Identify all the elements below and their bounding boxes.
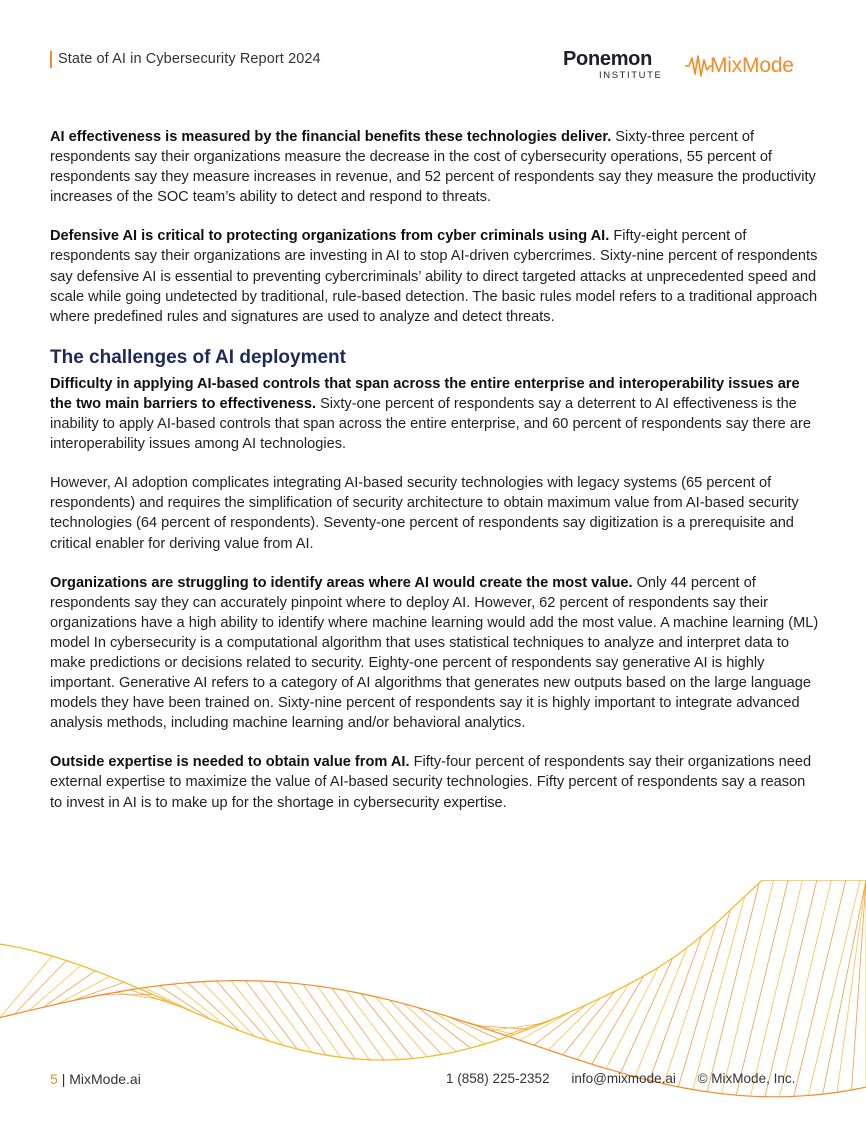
- wave-strand: [159, 986, 211, 1020]
- wave-strand: [635, 948, 687, 1077]
- wave-strand: [765, 880, 817, 1097]
- wave-strand: [390, 1000, 442, 1054]
- paragraph-text: Sixty-one percent of respondents say a deterrent to AI effectiveness is the inability to apply AI-based controls that span across the entire enterprise, and 60 percent of respondents say there are interoperability issues among AI technologies.: [50, 395, 811, 453]
- paragraph-outside-expertise: [50, 752, 820, 812]
- paragraph-text: Only 44 percent of respondents say they can accurately pinpoint where to deploy AI. However, 62 percent of respondents say their organizations have a high ability to identify where machine learning would add the most value. A machine learning (ML) model In cybersecurity is a computational algorithm that uses statistical techniques to analyze and interpret data to make predictions or decisions related to security. Eighty-one percent of respondents say generative AI is highly important. Generative AI refers to a category of AI algorithms that generates new outputs based on the large language models they have been trained on. Sixty-nine percent of respondents say it is highly important to integrate advanced analysis methods, including machine learning and/or behavioral analytics.: [50, 574, 819, 732]
- wave-strand: [794, 880, 846, 1096]
- wave-strand: [664, 924, 716, 1084]
- wave-strand: [736, 880, 788, 1095]
- paragraph-adoption: [50, 473, 820, 553]
- wave-strand: [779, 880, 831, 1097]
- mixmode-wordmark: MixMode: [710, 54, 794, 77]
- paragraph-ai-effectiveness: [50, 127, 820, 207]
- wave-strand: [332, 988, 384, 1060]
- wave-strand: [837, 880, 866, 1092]
- wave-strand: [202, 982, 254, 1036]
- paragraph-value-areas: [50, 573, 820, 734]
- wave-strand: [621, 958, 673, 1073]
- footer-copyright: © MixMode, Inc.: [697, 1071, 796, 1086]
- footer-contact: [446, 1071, 795, 1086]
- paragraph-lead: Outside expertise is needed to obtain value from AI.: [50, 754, 410, 771]
- wave-strand: [577, 984, 629, 1060]
- footer-phone: 1 (858) 225-2352: [446, 1071, 550, 1086]
- wave-strand: [419, 1008, 471, 1048]
- footer-separator: |: [61, 1071, 66, 1087]
- wave-strand: [808, 880, 860, 1096]
- wave-strand: [361, 994, 413, 1059]
- mixmode-wave-icon: [684, 54, 712, 78]
- wave-strand: [852, 880, 866, 1090]
- wave-strand: [375, 997, 427, 1057]
- paragraph-text: Fifty-four percent of respondents say their organizations need external expertise to maximize the value of AI-based security technologies. Fifty percent of respondents say a reason to invest in AI is to make up for the shortage in cybersecurity expertise.: [50, 754, 812, 811]
- wave-strand: [260, 981, 312, 1052]
- wave-strand: [245, 981, 297, 1049]
- paragraph-text: Fifty-eight percent of respondents say their organizations are investing in AI to stop AI-driven cybercrimes. Sixty-nine percent of respondents say defensive AI is essential to preventing cybercriminals’ ability to direct targeted attacks at unprecedented speed and scale while going undetected by traditional, rule-based detection. The basic rules model refers to a traditional approach where predefined rules and signatures are used to analyze and detect threats.: [50, 228, 818, 325]
- section-heading: The challenges of AI deployment: [50, 346, 346, 368]
- paragraph-text: Sixty-three percent of respondents say their organizations measure the decrease in the cost of cybersecurity operations, 55 percent of respondents say they measure increases in revenue, and 52 percent of respondents say they measure the productivity increases of the SOC team’s ability to detect and respond to threats.: [50, 129, 816, 206]
- mixmode-logo: [684, 52, 819, 80]
- page-number: 5: [50, 1071, 58, 1087]
- wave-strand: [231, 981, 283, 1045]
- footer-left: [50, 1071, 141, 1087]
- wave-strand: [318, 986, 370, 1060]
- wave-strand: [549, 998, 601, 1050]
- footer-site-link[interactable]: MixMode.ai: [69, 1071, 141, 1087]
- paragraph-barriers: [50, 374, 820, 454]
- wave-strand: [303, 984, 355, 1059]
- wave-strand: [678, 910, 730, 1087]
- paragraph-text: However, AI adoption complicates integrating AI-based security technologies with legacy systems (65 percent of respondents) and requires the simplification of security architecture to obtain maximum value from AI-based security technologies (64 percent of respondents). Seventy-one percent of respondents say digitization is a prerequisite and critical enabler for deriving value from AI.: [50, 475, 799, 552]
- paragraph-lead: Defensive AI is critical to protecting organizations from cyber criminals using AI.: [50, 228, 610, 245]
- wave-strand: [130, 990, 182, 1007]
- footer-email-link[interactable]: info@mixmode.ai: [571, 1071, 676, 1086]
- paragraph-lead: Organizations are struggling to identify areas where AI would create the most value.: [50, 574, 633, 591]
- paragraph-lead: AI effectiveness is measured by the financial benefits these technologies deliver.: [50, 129, 612, 145]
- wave-strand: [14, 961, 66, 1015]
- wave-strand: [693, 896, 745, 1089]
- paragraph-defensive-ai: [50, 226, 820, 326]
- wave-strand: [650, 936, 702, 1080]
- report-title: State of AI in Cybersecurity Report 2024: [50, 51, 321, 68]
- report-body: [50, 127, 820, 832]
- wave-strand: [289, 983, 341, 1058]
- wave-strand: [0, 956, 52, 1018]
- ponemon-wordmark: Ponemon: [563, 48, 653, 70]
- wave-strand: [751, 880, 803, 1096]
- wave-strand: [173, 984, 225, 1025]
- ponemon-subtitle: INSTITUTE: [599, 70, 663, 81]
- wave-strand: [563, 991, 615, 1055]
- wave-strand: [188, 983, 240, 1031]
- wave-strand: [707, 883, 759, 1092]
- paragraph-lead: Difficulty in applying AI-based controls that span across the entire enterprise and interoperability issues are the two main barriers to effectiveness.: [50, 375, 800, 412]
- ponemon-logo: [563, 48, 673, 84]
- wave-strand: [823, 880, 866, 1094]
